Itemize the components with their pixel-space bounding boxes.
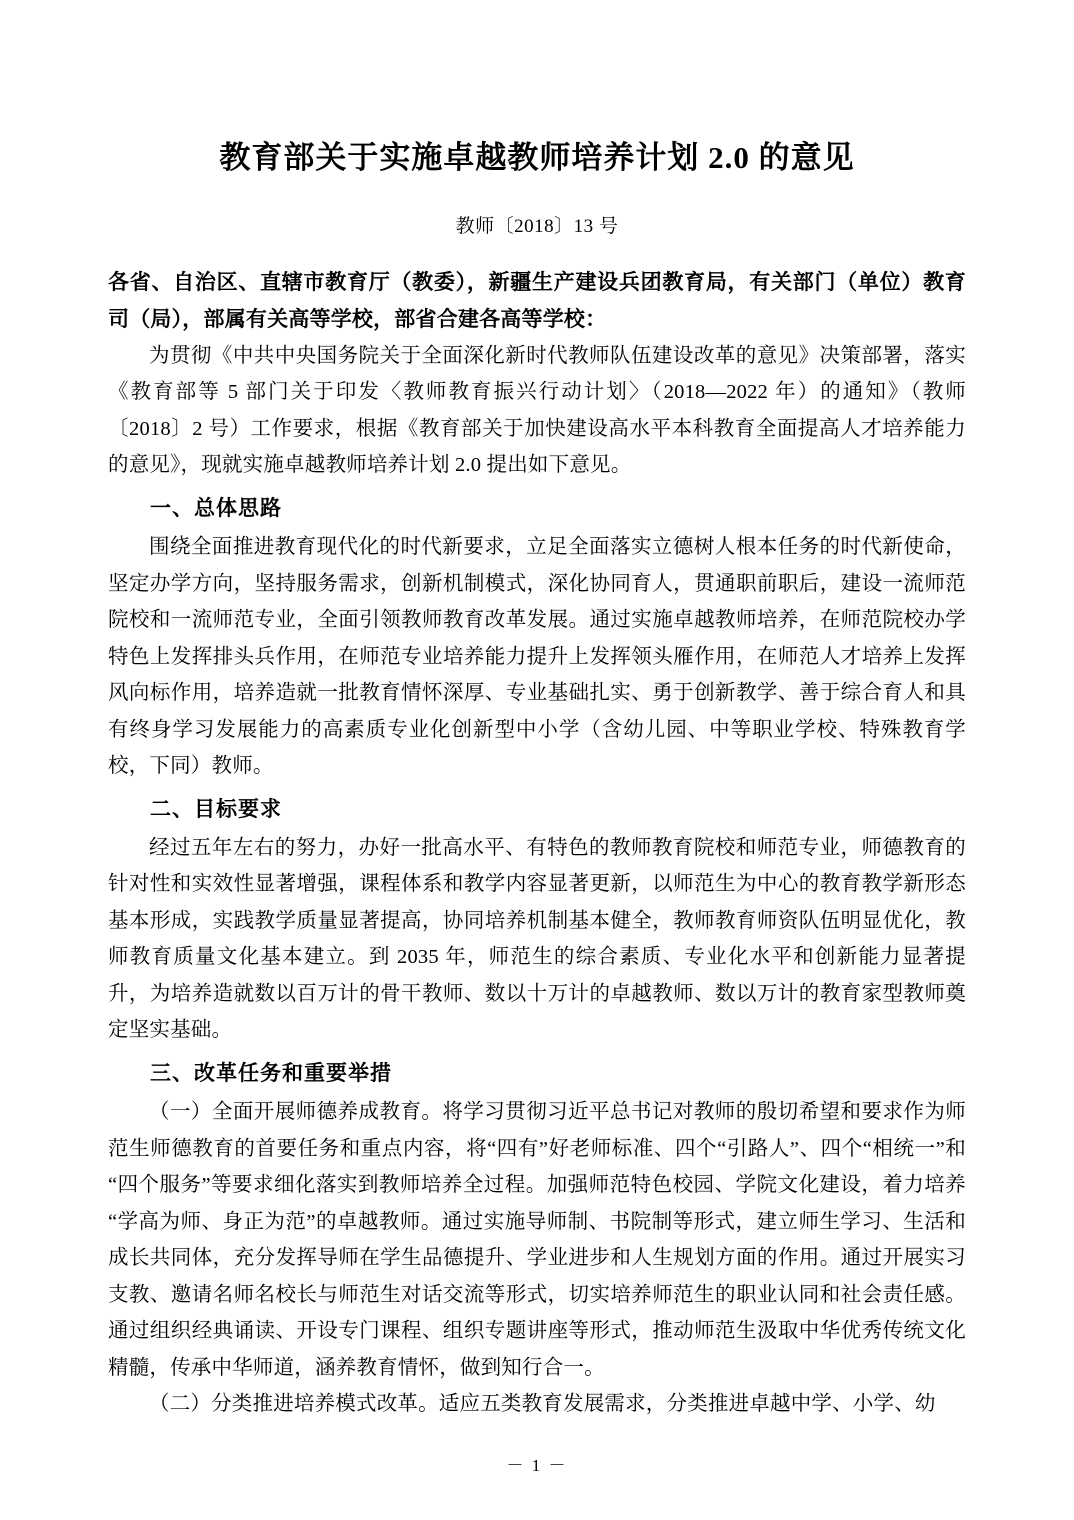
section-heading: 一、总体思路 — [150, 496, 282, 520]
page-title: 教育部关于实施卓越教师培养计划 2.0 的意见 — [219, 140, 855, 175]
document-body — [108, 338, 966, 1423]
body-paragraph: 为贯彻《中共中央国务院关于全面深化新时代教师队伍建设改革的意见》决策部署，落实《教育部等 5 部门关于印发〈教师教育振兴行动计划〉（2018—2022 年）的通知》（教师〔2018〕2 号）工作要求，根据《教育部关于加快建设高水平本科教育全面提高人才培养能力的意见》，现就实施卓越教师培养计划 2.0 提出如下意见。 — [108, 344, 966, 477]
page-number-footer: － 1 － — [506, 1456, 568, 1475]
addressee-line: 各省、自治区、直辖市教育厅（教委），新疆生产建设兵团教育局，有关部门（单位）教育司（局），部属有关高等学校，部省合建各高等学校： — [108, 270, 966, 332]
section-heading: 三、改革任务和重要举措 — [150, 1061, 392, 1085]
document-number: 教师〔2018〕13 号 — [455, 216, 619, 238]
body-paragraph: （一）全面开展师德养成教育。将学习贯彻习近平总书记对教师的殷切希望和要求作为师范生师德教育的首要任务和重点内容，将“四有”好老师标准、四个“引路人”、四个“相统一”和“四个服务”等要求细化落实到教师培养全过程。加强师范特色校园、学院文化建设，着力培养“学高为师、身正为范”的卓越教师。通过实施导师制、书院制等形式，建立师生学习、生活和成长共同体，充分发挥导师在学生品德提升、学业进步和人生规划方面的作用。通过开展实习支教、邀请名师名校长与师范生对话交流等形式，切实培养师范生的职业认同和社会责任感。通过组织经典诵读、开设专门课程、组织专题讲座等形式，推动师范生汲取中华优秀传统文化精髓，传承中华师道，涵养教育情怀，做到知行合一。 — [108, 1101, 966, 1379]
body-paragraph: 围绕全面推进教育现代化的时代新要求，立足全面落实立德树人根本任务的时代新使命，坚定办学方向，坚持服务需求，创新机制模式，深化协同育人，贯通职前职后，建设一流师范院校和一流师范专业，全面引领教师教育改革发展。通过实施卓越教师培养，在师范院校办学特色上发挥排头兵作用，在师范专业培养能力提升上发挥领头雁作用，在师范人才培养上发挥风向标作用，培养造就一批教育情怀深厚、专业基础扎实、勇于创新教学、善于综合育人和具有终身学习发展能力的高素质专业化创新型中小学（含幼儿园、中等职业学校、特殊教育学校，下同）教师。 — [108, 536, 966, 778]
section-heading: 二、目标要求 — [150, 797, 282, 821]
body-paragraph: 经过五年左右的努力，办好一批高水平、有特色的教师教育院校和师范专业，师德教育的针对性和实效性显著增强，课程体系和教学内容显著更新，以师范生为中心的教育教学新形态基本形成，实践教学质量显著提高，协同培养机制基本健全，教师教育师资队伍明显优化，教师教育质量文化基本建立。到 2035 年，师范生的综合素质、专业化水平和创新能力显著提升，为培养造就数以百万计的骨干教师、数以十万计的卓越教师、数以万计的教育家型教师奠定坚实基础。 — [108, 836, 966, 1042]
body-paragraph: （二）分类推进培养模式改革。适应五类教育发展需求，分类推进卓越中学、小学、幼 — [149, 1393, 936, 1416]
